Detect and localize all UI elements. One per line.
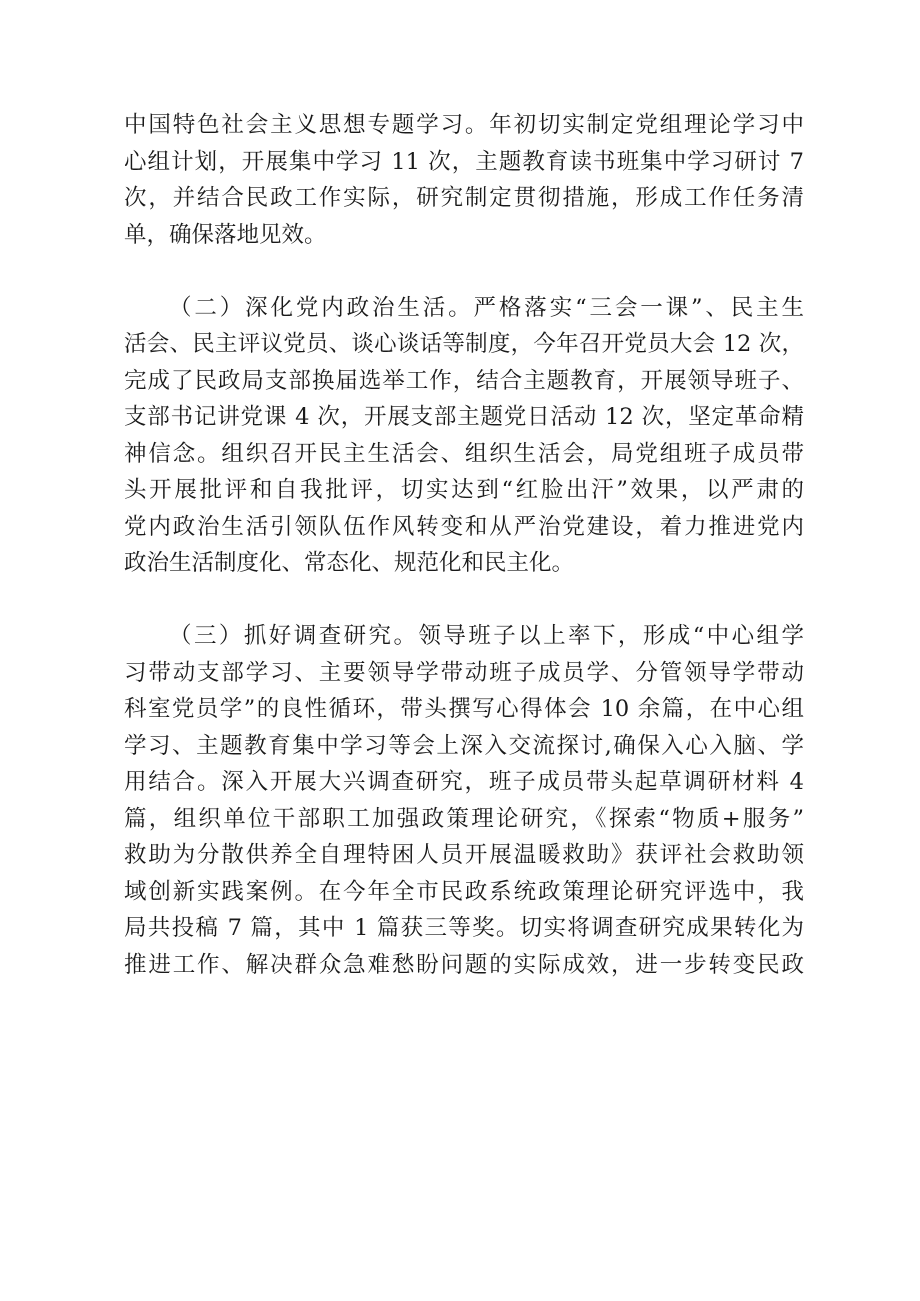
text-line: 用结合。深入开展大兴调查研究，班子成员带头起草调研材料 4 — [124, 769, 804, 795]
text-line: 学习、主题教育集中学习等会上深入交流探讨,确保入心入脑、学 — [124, 732, 804, 759]
text-line: 习带动支部学习、主要领导学带动班子成员学、分管领导学带动 — [124, 659, 804, 686]
text-line: 篇，组织单位干部职工加强政策理论研究，《探索“物质+服务” — [124, 805, 804, 832]
text-line: 单，确保落地见效。 — [124, 221, 327, 248]
text-line: 推进工作、解决群众急难愁盼问题的实际成效，进一步转变民政 — [124, 951, 804, 978]
text-line: 科室党员学”的良性循环，带头撰写心得体会 10 余篇，在中心组 — [124, 696, 804, 722]
text-line: 中国特色社会主义思想专题学习。年初切实制定党组理论学习中 — [124, 112, 804, 138]
text-line: 救助为分散供养全自理特困人员开展温暖救助》获评社会救助领 — [124, 842, 804, 868]
document-body — [124, 107, 804, 983]
paragraph-1 — [124, 107, 804, 253]
paragraph-2 — [124, 290, 804, 582]
text-line: （二）深化党内政治生活。严格落实“三会一课”、民主生 — [169, 294, 804, 321]
text-line: 域创新实践案例。在今年全市民政系统政策理论研究评选中，我 — [124, 878, 804, 905]
paragraph-spacer — [124, 582, 804, 619]
text-line: 政治生活制度化、常态化、规范化和民主化。 — [124, 550, 575, 576]
text-line: 完成了民政局支部换届选举工作，结合主题教育，开展领导班子、 — [124, 367, 804, 394]
text-line: 支部书记讲党课 4 次，开展支部主题党日活动 12 次，坚定革命精 — [124, 404, 804, 430]
text-line: 活会、民主评议党员、谈心谈话等制度，今年召开党员大会 12 次， — [124, 331, 804, 357]
text-line: 心组计划，开展集中学习 11 次，主题教育读书班集中学习研讨 7 — [124, 148, 804, 175]
paragraph-3 — [124, 618, 804, 983]
text-line: 神信念。组织召开民主生活会、组织生活会，局党组班子成员带 — [124, 440, 804, 467]
text-line: 次，并结合民政工作实际，研究制定贯彻措施，形成工作任务清 — [124, 185, 804, 211]
text-line: 局共投稿 7 篇，其中 1 篇获三等奖。切实将调查研究成果转化为 — [124, 915, 804, 941]
paragraph-spacer — [124, 253, 804, 290]
text-line: （三）抓好调查研究。领导班子以上率下，形成“中心组学 — [169, 623, 804, 649]
text-line: 头开展批评和自我批评，切实达到“红脸出汗”效果，以严肃的 — [124, 477, 804, 503]
text-line: 党内政治生活引领队伍作风转变和从严治党建设，着力推进党内 — [124, 513, 804, 540]
